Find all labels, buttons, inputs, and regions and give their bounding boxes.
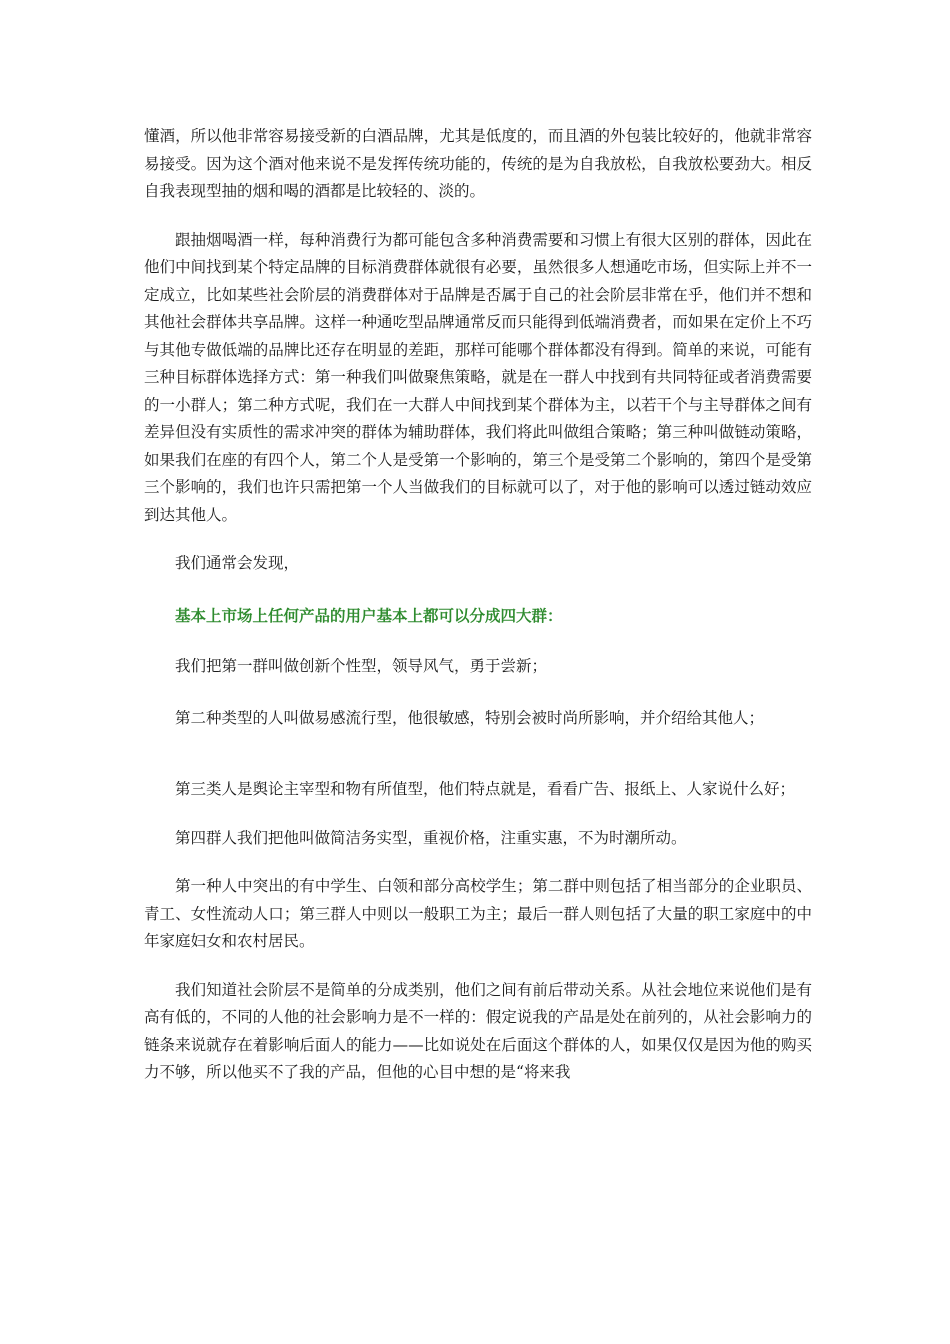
paragraph-group-four: 第四群人我们把他叫做简洁务实型，重视价格，注重实惠，不为时潮所动。 — [175, 828, 687, 847]
paragraph-continuation: 懂酒，所以他非常容易接受新的白酒品牌，尤其是低度的，而且酒的外包装比较好的，他就非常容易接受。因为这个酒对他来说不是发挥传统功能的，传统的是为自我放松，自我放松要劲大。相反自我表现型抽的烟和喝的酒都是比较轻的、淡的。 — [144, 127, 812, 200]
highlighted-heading: 基本上市场上任何产品的用户基本上都可以分成四大群： — [175, 605, 563, 625]
paragraph-target-groups: 跟抽烟喝酒一样，每种消费行为都可能包含多种消费需要和习惯上有很大区别的群体，因此在他们中间找到某个特定品牌的目标消费群体就很有必要，虽然很多人想通吃市场，但实际上并不一定成立，比如某些社会阶层的消费群体对于品牌是否属于自己的社会阶层非常在乎，他们并不想和其他社会群体共享品牌。这样一种通吃型品牌通常反而只能得到低端消费者，而如果在定价上不巧与其他专做低端的品牌比还存在明显的差距，那样可能哪个群体都没有得到。简单的来说，可能有三种目标群体选择方式：第一种我们叫做聚焦策略，就是在一群人中找到有共同特征或者消费需要的一小群人；第二种方式呢，我们在一大群人中间找到某个群体为主，以若干个与主导群体之间有差异但没有实质性的需求冲突的群体为辅助群体，我们将此叫做组合策略；第三种叫做链动策略，如果我们在座的有四个人，第二个人是受第一个影响的，第三个是受第二个影响的，第四个是受第三个影响的，我们也许只需把第一个人当做我们的目标就可以了，对于他的影响可以透过链动效应到达其他人。 — [144, 230, 812, 524]
paragraph-group-three: 第三类人是舆论主宰型和物有所值型，他们特点就是，看看广告、报纸上、人家说什么好； — [175, 780, 796, 798]
paragraph-social-hierarchy: 我们知道社会阶层不是简单的分成类别，他们之间有前后带动关系。从社会地位来说他们是有高有低的，不同的人他的社会影响力是不一样的：假定说我的产品是处在前列的，从社会影响力的链条来说就存在着影响后面人的能力——比如说处在后面这个群体的人，如果仅仅是因为他的购买力不够，所以他买不了我的产品，但他的心目中想的是“将来我 — [144, 980, 812, 1081]
paragraph-group-two: 第二种类型的人叫做易感流行型，他很敏感，特别会被时尚所影响，并介绍给其他人； — [175, 708, 765, 727]
paragraph-group-members: 第一种人中突出的有中学生、白领和部分高校学生；第二群中则包括了相当部分的企业职员、青工、女性流动人口；第三群人中则以一般职工为主；最后一群人则包括了大量的职工家庭中的中年家庭妇女和农村居民。 — [144, 877, 812, 950]
paragraph-we-often-find: 我们通常会发现， — [175, 554, 300, 572]
paragraph-group-one: 我们把第一群叫做创新个性型，领导风气，勇于尝新； — [175, 657, 548, 675]
document-page — [144, 123, 812, 1087]
